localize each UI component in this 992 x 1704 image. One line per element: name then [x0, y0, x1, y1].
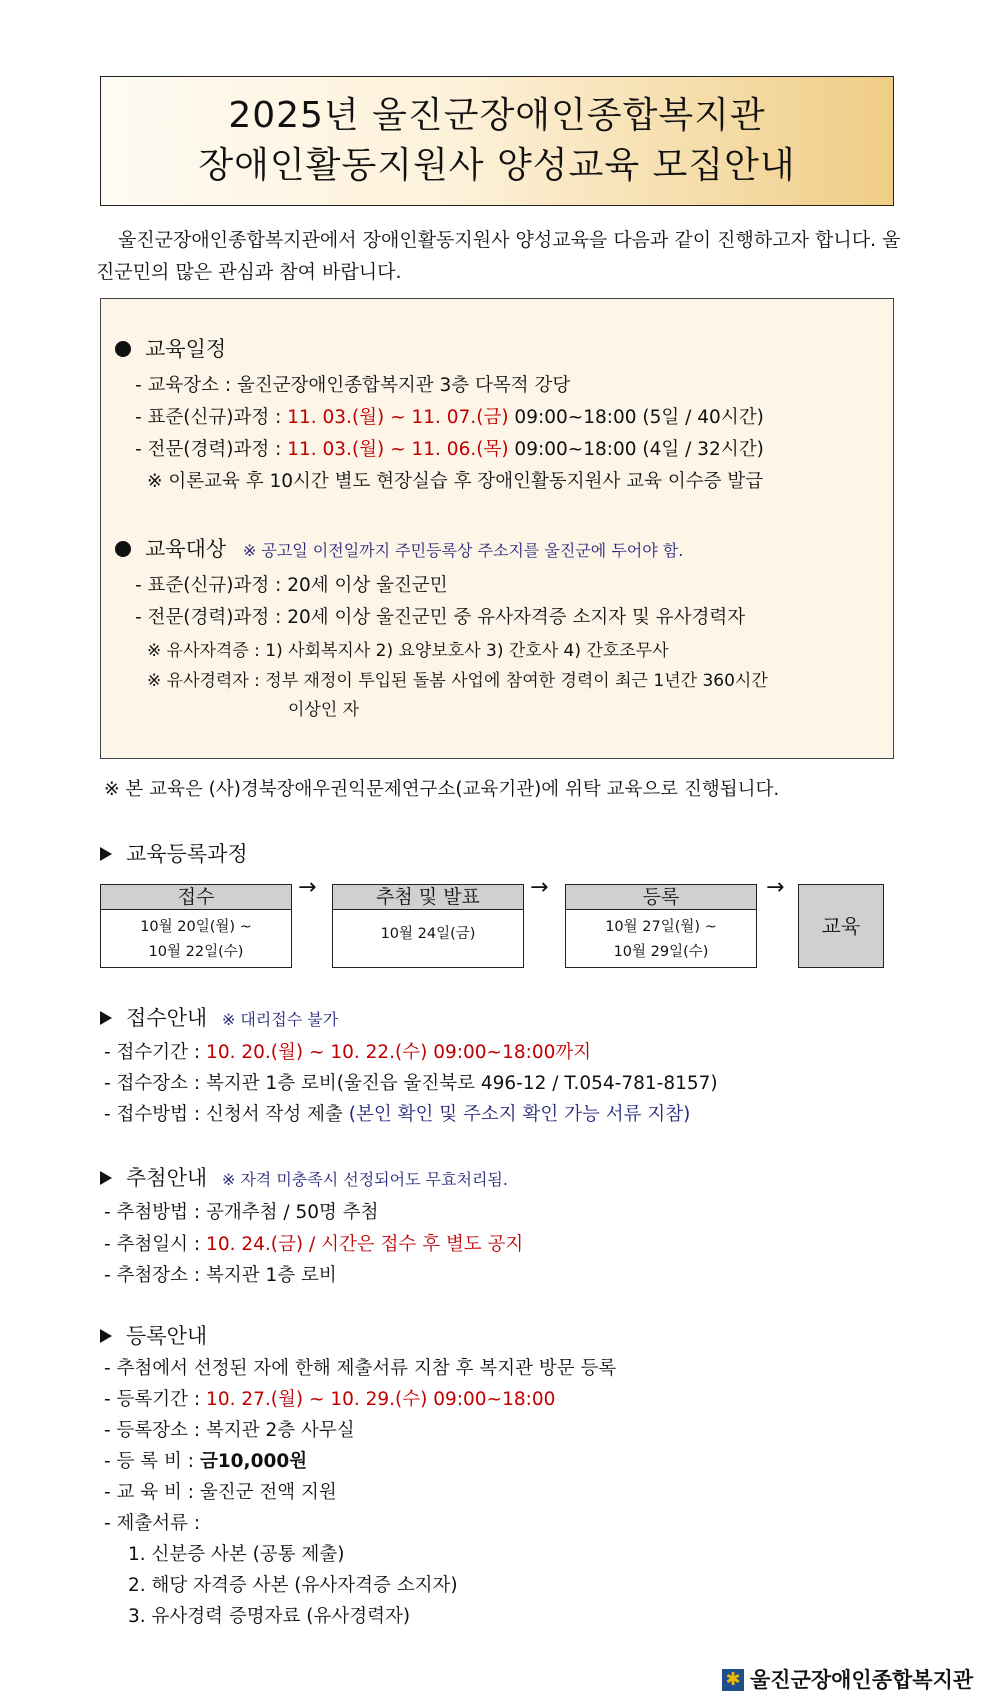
process-step-education: 교육 — [798, 884, 884, 968]
target-note: ※ 공고일 이전일까지 주민등록상 주소지를 울진군에 두어야 함. — [242, 541, 684, 560]
arrow-icon: → — [530, 875, 549, 900]
triangle-icon — [100, 1171, 112, 1185]
registration-doc-1: 1. 신분증 사본 (공통 제출) — [128, 1544, 345, 1565]
registration-heading: 등록안내 — [100, 1320, 207, 1350]
target-heading: 교육대상 ※ 공고일 이전일까지 주민등록상 주소지를 울진군에 두어야 함. — [115, 533, 683, 563]
triangle-icon — [100, 847, 112, 861]
registration-place: - 등록장소 : 복지관 2층 사무실 — [104, 1420, 355, 1441]
reception-period: - 접수기간 : 10. 20.(월) ~ 10. 22.(수) 09:00~18:00까지 — [104, 1042, 592, 1063]
schedule-box — [100, 298, 894, 759]
triangle-icon — [100, 1329, 112, 1343]
lottery-heading: 추첨안내 ※ 자격 미충족시 선정되어도 무효처리됨. — [100, 1162, 508, 1192]
bullet-icon — [115, 541, 131, 557]
lottery-date: - 추첨일시 : 10. 24.(금) / 시간은 접수 후 별도 공지 — [104, 1234, 524, 1255]
consign-note: ※ 본 교육은 (사)경북장애우권익문제연구소(교육기관)에 위탁 교육으로 진행됩니다. — [104, 779, 780, 800]
arrow-icon: → — [766, 875, 785, 900]
process-step-registration: 등록 10월 27일(월) ~ 10월 29일(수) — [565, 884, 757, 968]
registration-fee: - 등 록 비 : 금10,000원 — [104, 1451, 308, 1472]
registration-docs-label: - 제출서류 : — [104, 1513, 201, 1534]
registration-edu-fee: - 교 육 비 : 울진군 전액 지원 — [104, 1482, 337, 1503]
reception-note: ※ 대리접수 불가 — [221, 1010, 339, 1029]
schedule-expert: - 전문(경력)과정 : 11. 03.(월) ~ 11. 06.(목) 09:00~18:00 (4일 / 32시간) — [135, 439, 764, 460]
reception-heading: 접수안내 ※ 대리접수 불가 — [100, 1002, 338, 1032]
reception-method: - 접수방법 : 신청서 작성 제출 (본인 확인 및 주소지 확인 가능 서류 지참) — [104, 1104, 691, 1125]
target-cert-note: ※ 유사자격증 : 1) 사회복지사 2) 요양보호사 3) 간호사 4) 간호조무사 — [147, 641, 669, 661]
title-box — [100, 76, 894, 206]
lottery-note: ※ 자격 미충족시 선정되어도 무효처리됨. — [221, 1170, 508, 1189]
registration-doc-3: 3. 유사경력 증명자료 (유사경력자) — [128, 1606, 411, 1627]
schedule-note: ※ 이론교육 후 10시간 별도 현장실습 후 장애인활동지원사 교육 이수증 발급 — [147, 471, 764, 492]
process-step-reception: 접수 10월 20일(월) ~ 10월 22일(수) — [100, 884, 292, 968]
title-line2: 장애인활동지원사 양성교육 모집안내 — [198, 145, 796, 186]
star-logo-icon: ✱ — [722, 1669, 744, 1691]
registration-doc-2: 2. 해당 자격증 사본 (유사자격증 소지자) — [128, 1575, 458, 1596]
lottery-place: - 추첨장소 : 복지관 1층 로비 — [104, 1265, 337, 1286]
target-career-note-cont: 이상인 자 — [288, 700, 360, 720]
target-standard: - 표준(신규)과정 : 20세 이상 울진군민 — [135, 575, 448, 596]
process-step-lottery: 추첨 및 발표 10월 24일(금) — [332, 884, 524, 968]
schedule-place: - 교육장소 : 울진군장애인종합복지관 3층 다목적 강당 — [135, 375, 571, 396]
bullet-icon — [115, 341, 131, 357]
arrow-icon: → — [298, 875, 317, 900]
schedule-standard: - 표준(신규)과정 : 11. 03.(월) ~ 11. 07.(금) 09:00~18:00 (5일 / 40시간) — [135, 407, 764, 428]
registration-period: - 등록기간 : 10. 27.(월) ~ 10. 29.(수) 09:00~18:00 — [104, 1389, 556, 1410]
lottery-method: - 추첨방법 : 공개추첨 / 50명 추첨 — [104, 1202, 379, 1223]
title-line1: 2025년 울진군장애인종합복지관 — [228, 95, 766, 136]
target-career-note: ※ 유사경력자 : 정부 재정이 투입된 돌봄 사업에 참여한 경력이 최근 1년간 360시간 — [147, 671, 768, 691]
schedule-heading: 교육일정 — [115, 333, 226, 363]
footer-logo: ✱ 울진군장애인종합복지관 — [722, 1664, 973, 1694]
intro-paragraph: 울진군장애인종합복지관에서 장애인활동지원사 양성교육을 다음과 같이 진행하고자 합니다. 울진군민의 많은 관심과 참여 바랍니다. — [96, 229, 901, 283]
triangle-icon — [100, 1011, 112, 1025]
process-heading: 교육등록과정 — [100, 838, 248, 868]
registration-line1: - 추첨에서 선정된 자에 한해 제출서류 지참 후 복지관 방문 등록 — [104, 1358, 617, 1379]
reception-place: - 접수장소 : 복지관 1층 로비(울진읍 울진북로 496-12 / T.054-781-8157) — [104, 1073, 718, 1094]
target-expert: - 전문(경력)과정 : 20세 이상 울진군민 중 유사자격증 소지자 및 유사경력자 — [135, 607, 746, 628]
